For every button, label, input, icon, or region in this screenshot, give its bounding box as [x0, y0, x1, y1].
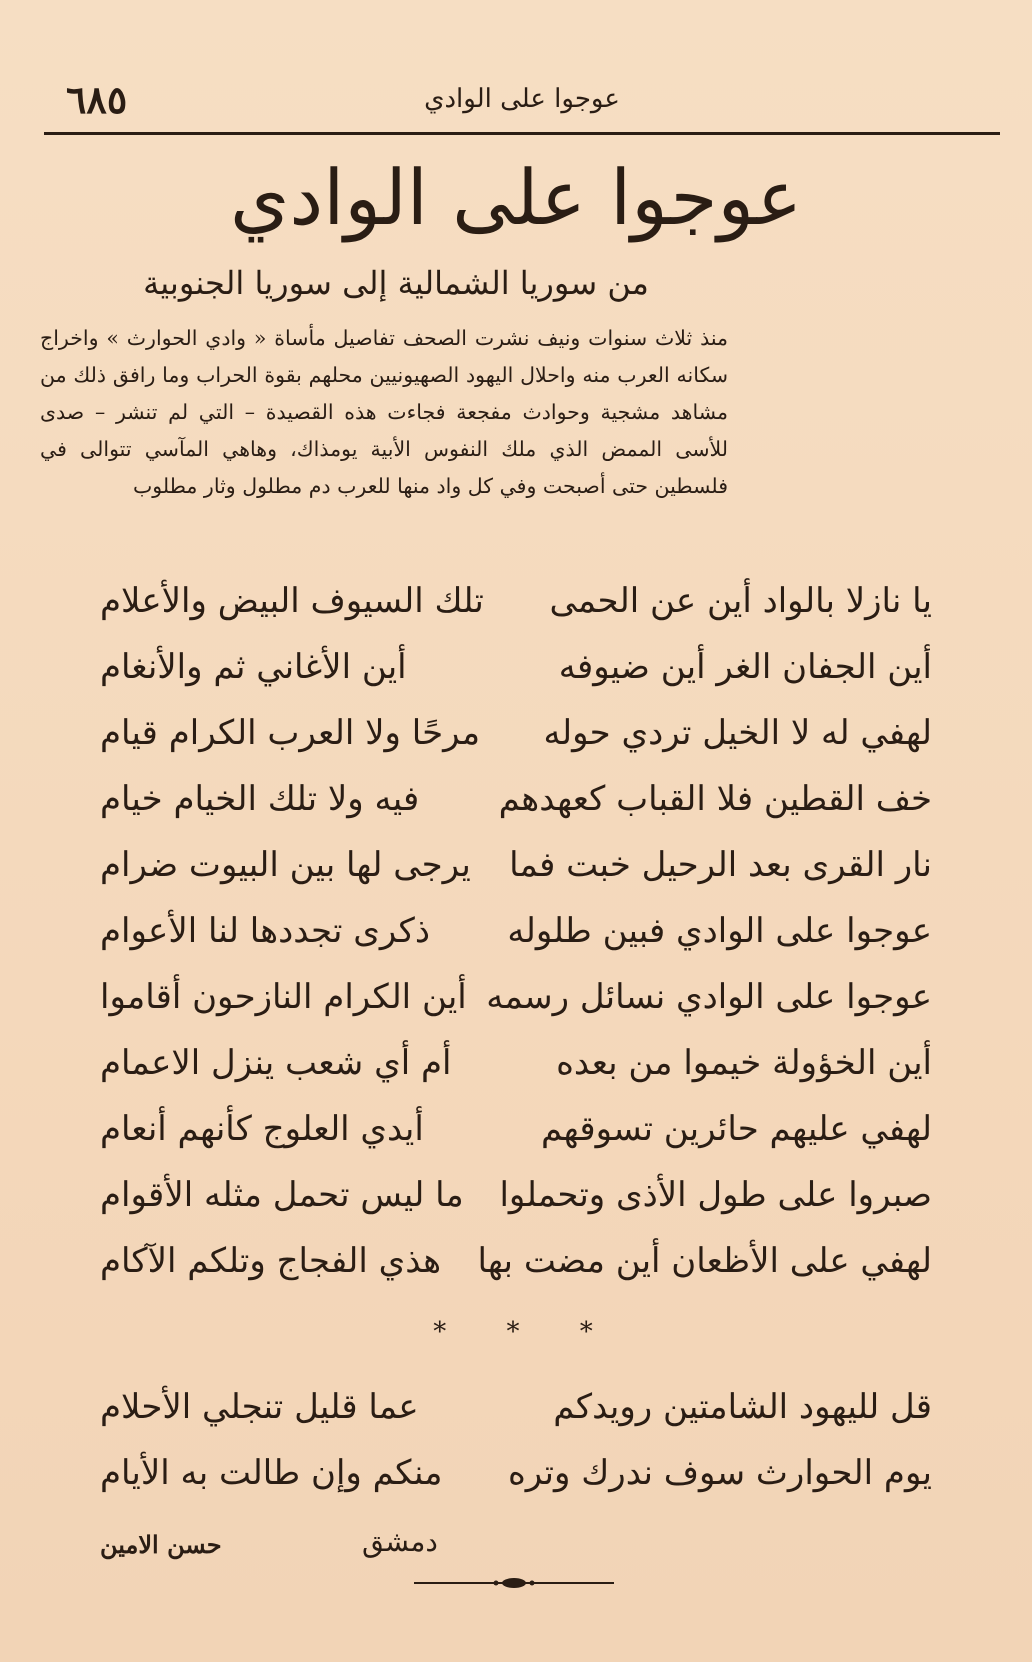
verse [90, 968, 932, 1034]
article-title: عوجوا على الوادي [229, 153, 803, 242]
verse-second-hemistich: أم أي شعب ينزل الاعمام [100, 1043, 452, 1083]
verse [90, 836, 932, 902]
running-title: عوجوا على الوادي [424, 84, 620, 114]
verse-first-hemistich: يوم الحوارث سوف ندرك وتره [507, 1453, 932, 1493]
poem-final [90, 1378, 932, 1510]
article-subtitle: من سوريا الشمالية إلى سوريا الجنوبية [143, 264, 649, 302]
signature-author: حسن الامين [100, 1530, 222, 1559]
verse [90, 1166, 932, 1232]
verse-first-hemistich: خف القطين فلا القباب كعهدهم [498, 779, 932, 819]
poem [90, 572, 932, 1298]
verse [90, 1232, 932, 1298]
verse-first-hemistich: لهفي على الأظعان أين مضت بها [477, 1241, 932, 1281]
verse-first-hemistich: يا نازلا بالواد أين عن الحمى [549, 581, 932, 621]
article-intro: منذ ثلاث سنوات ونيف نشرت الصحف تفاصيل مأساة « وادي الحوارث » واخراج سكانه العرب منه واحلال اليهود الصهيونيين محلهم بقوة الحراب وما رافق ذلك من مشاهد مشجية وحوادث مفجعة فجاءت هذه القصيدة – التي لم تنشر – صدى للأسى الممض الذي ملك النفوس الأبية يومذاك، وهاهي المآسي تتوالى في فلسطين حتى أصبحت وفي كل واد منها للعرب دم مطلول وثار مطلوب [40, 326, 728, 498]
verse [90, 1100, 932, 1166]
verse [90, 704, 932, 770]
verse-first-hemistich: نار القرى بعد الرحيل خبت فما [509, 845, 932, 885]
verse [90, 638, 932, 704]
signature-place: دمشق [362, 1525, 438, 1558]
page-header [44, 78, 1000, 128]
verse-first-hemistich: أين الجفان الغر أين ضيوفه [558, 647, 932, 687]
verse-second-hemistich: فيه ولا تلك الخيام خيام [100, 779, 420, 819]
section-separator: * * * [433, 1317, 619, 1347]
verse-first-hemistich: قل لليهود الشامتين رويدكم [553, 1387, 932, 1427]
verse-first-hemistich: عوجوا على الوادي فبين طلوله [507, 911, 932, 951]
verse-second-hemistich: ذكرى تجددها لنا الأعوام [100, 911, 430, 951]
verse-second-hemistich: يرجى لها بين البيوت ضرام [100, 845, 471, 885]
verse-second-hemistich: منكم وإن طالت به الأيام [100, 1453, 443, 1493]
verse-first-hemistich: لهفي عليهم حائرين تسوقهم [541, 1109, 932, 1149]
verse-second-hemistich: مرحًا ولا العرب الكرام قيام [100, 713, 481, 753]
header-rule [44, 132, 1000, 135]
verse [90, 1444, 932, 1510]
verse-second-hemistich: تلك السيوف البيض والأعلام [100, 581, 484, 621]
closing-ornament [414, 1576, 614, 1590]
verse [90, 770, 932, 836]
verse-first-hemistich: أين الخؤولة خيموا من بعده [556, 1043, 932, 1083]
verse-second-hemistich: هذي الفجاج وتلكم الآكام [100, 1241, 442, 1281]
verse-second-hemistich: أيدي العلوج كأنهم أنعام [100, 1109, 424, 1149]
verse-first-hemistich: صبروا على طول الأذى وتحملوا [499, 1175, 932, 1215]
verse-first-hemistich: لهفي له لا الخيل تردي حوله [543, 713, 932, 753]
verse [90, 572, 932, 638]
verse-second-hemistich: ما ليس تحمل مثله الأقوام [100, 1175, 464, 1215]
verse [90, 1034, 932, 1100]
verse-first-hemistich: عوجوا على الوادي نسائل رسمه [486, 977, 932, 1017]
verse [90, 1378, 932, 1444]
verse-second-hemistich: أين الأغاني ثم والأنغام [100, 647, 407, 687]
verse [90, 902, 932, 968]
verse-second-hemistich: أين الكرام النازحون أقاموا [100, 977, 467, 1017]
page-number: ٦٨٥ [66, 77, 128, 122]
verse-second-hemistich: عما قليل تنجلي الأحلام [100, 1387, 419, 1427]
